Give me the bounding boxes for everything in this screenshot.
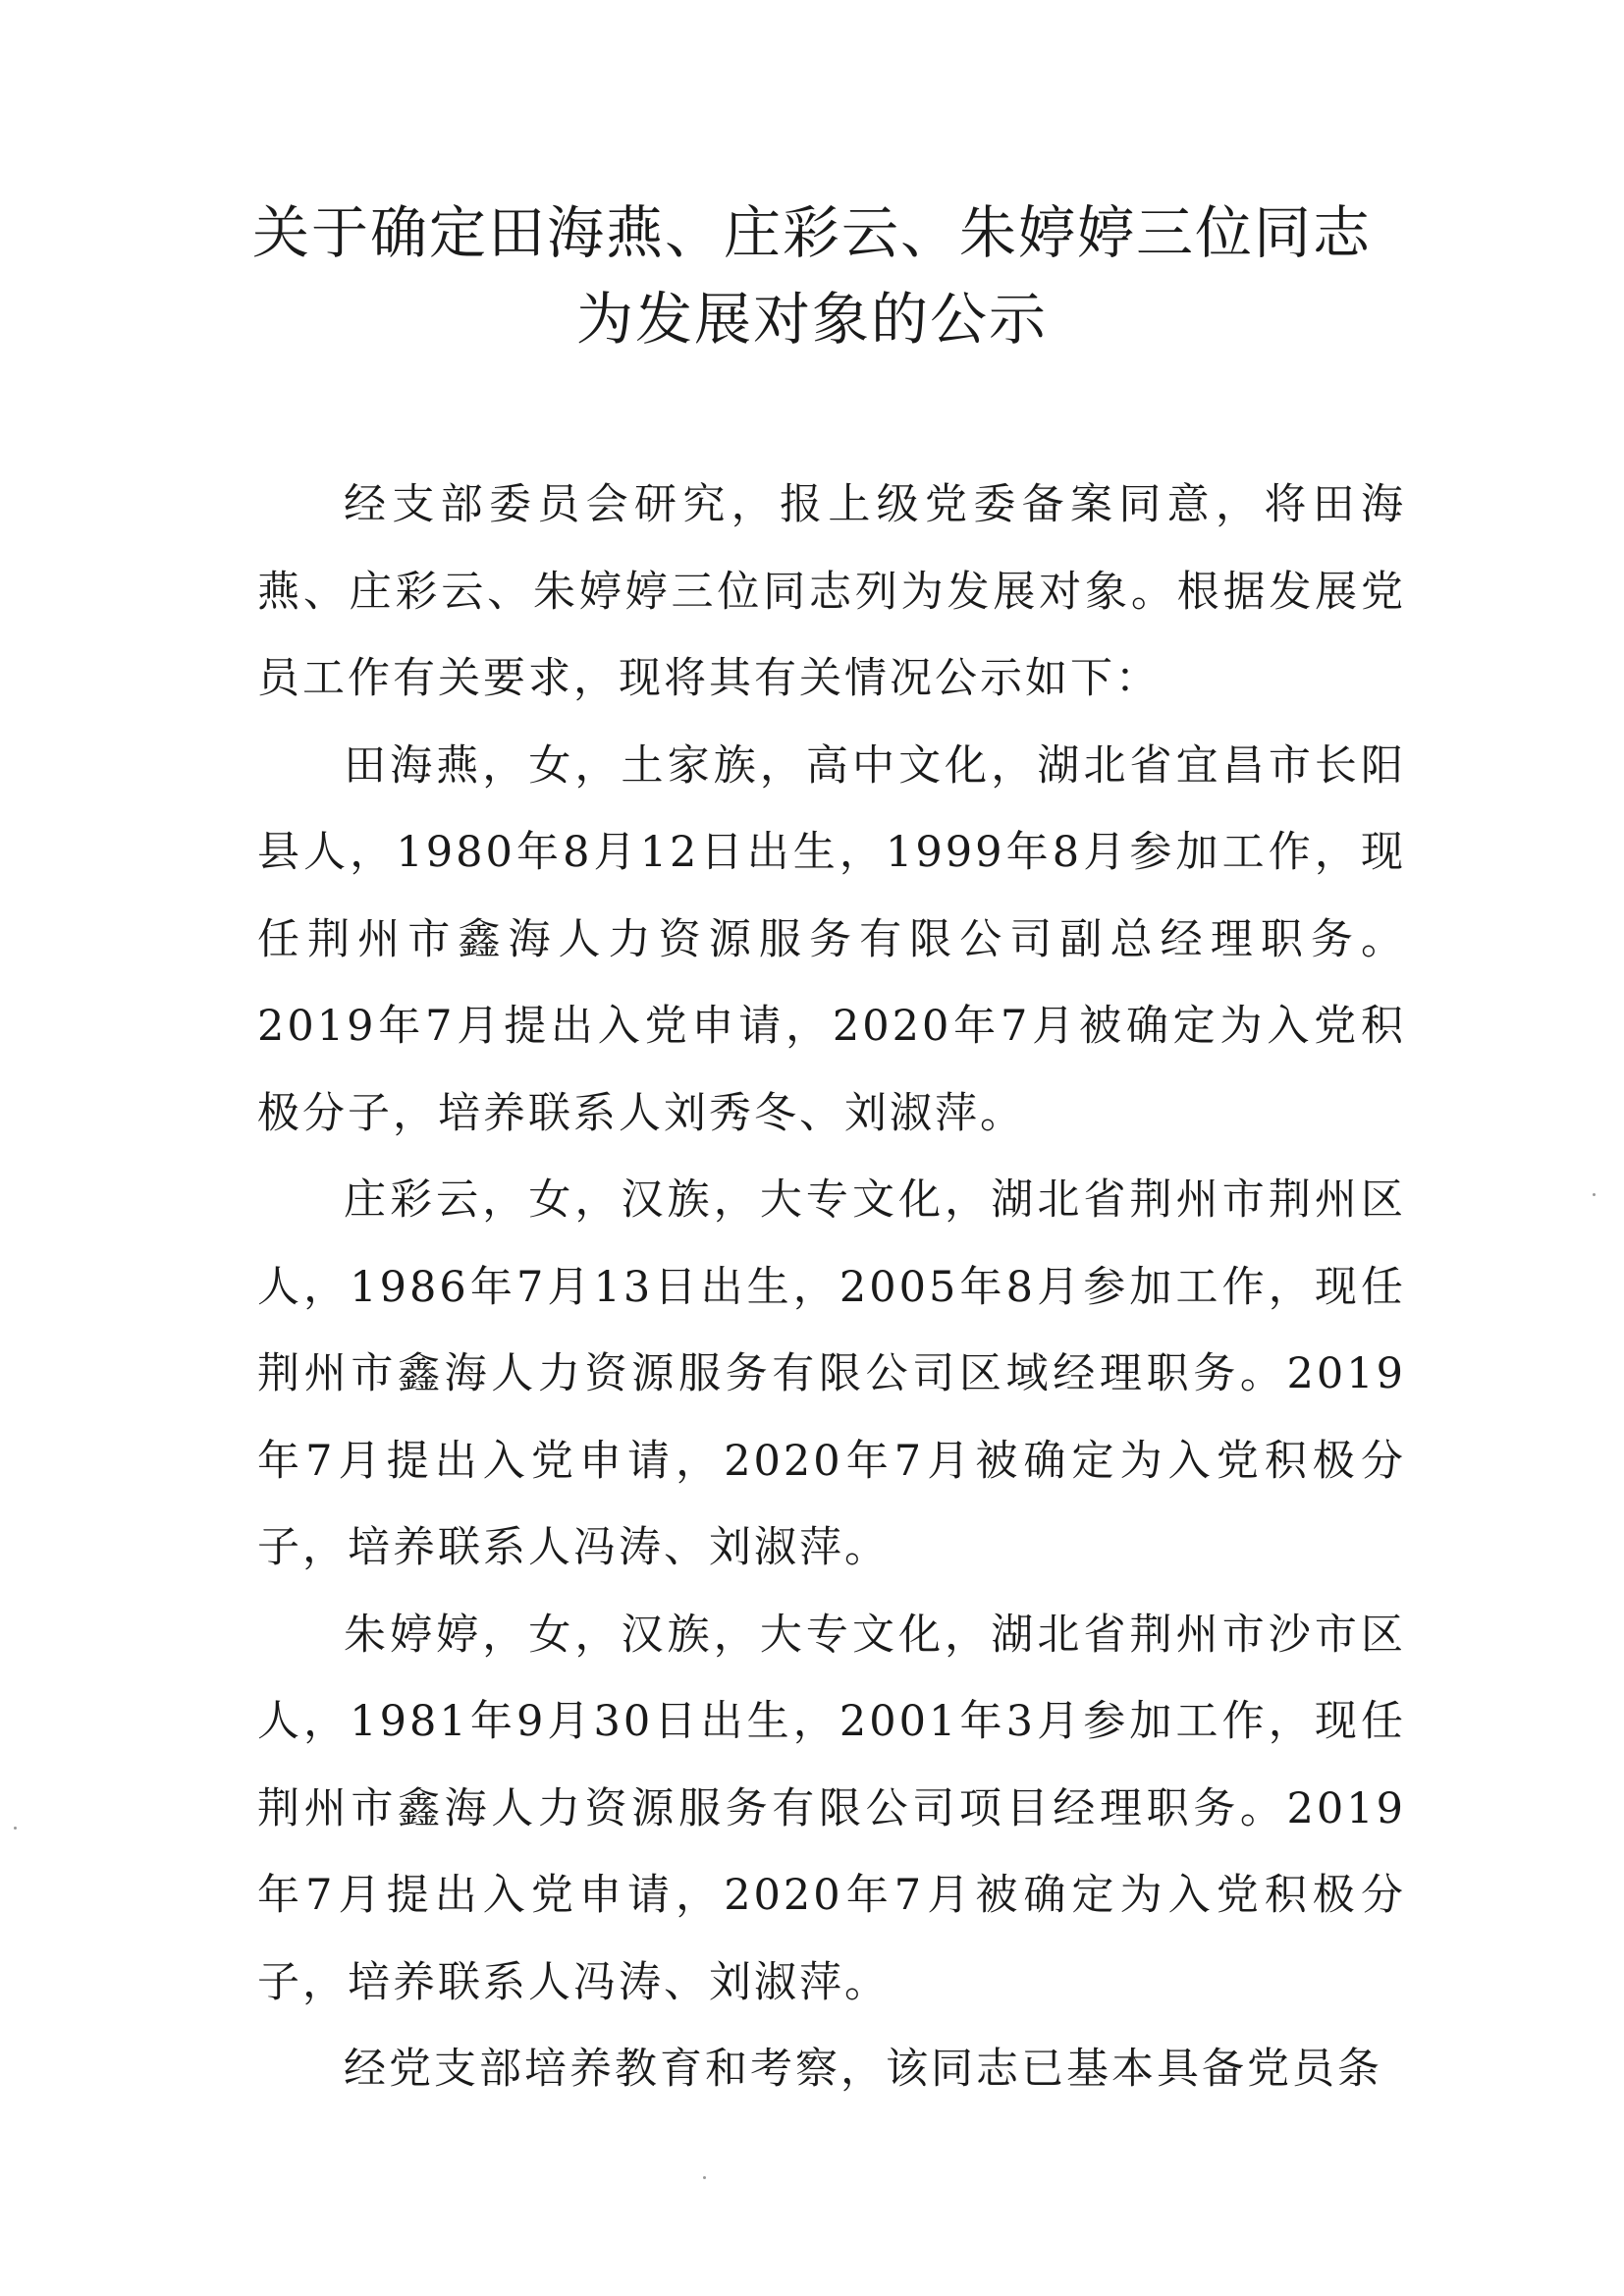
scan-speck bbox=[703, 2176, 706, 2179]
paragraph-zhuang-caiyun: 庄彩云，女，汉族，大专文化，湖北省荆州市荆州区人，1986年7月13日出生，2005年8月参加工作，现任荆州市鑫海人力资源服务有限公司区域经理职务。2019年7月提出入党申请，2020年7月被确定为入党积极分子，培养联系人冯涛、刘淑萍。 bbox=[257, 1175, 1406, 1572]
paragraph-zhu-tingting: 朱婷婷，女，汉族，大专文化，湖北省荆州市沙市区人，1981年9月30日出生，2001年3月参加工作，现任荆州市鑫海人力资源服务有限公司项目经理职务。2019年7月提出入党申请，2020年7月被确定为入党积极分子，培养联系人冯涛、刘淑萍。 bbox=[257, 1610, 1406, 2007]
scan-speck bbox=[1593, 1193, 1596, 1196]
document-body bbox=[257, 462, 1406, 2113]
paragraph-intro: 经支部委员会研究，报上级党委备案同意，将田海燕、庄彩云、朱婷婷三位同志列为发展对象。根据发展党员工作有关要求，现将其有关情况公示如下： bbox=[257, 480, 1406, 703]
paragraph-conclusion: 经党支部培养教育和考察，该同志已基本具备党员条 bbox=[344, 2045, 1382, 2094]
paragraph-tian-haiyan: 田海燕，女，土家族，高中文化，湖北省宜昌市长阳县人，1980年8月12日出生，1999年8月参加工作，现任荆州市鑫海人力资源服务有限公司副总经理职务。2019年7月提出入党申请，2020年7月被确定为入党积极分子，培养联系人刘秀冬、刘淑萍。 bbox=[257, 740, 1406, 1138]
scan-speck bbox=[14, 1827, 17, 1830]
document-title-line-1: 关于确定田海燕、庄彩云、朱婷婷三位同志 bbox=[251, 199, 1372, 266]
document-title-line-2: 为发展对象的公示 bbox=[575, 286, 1048, 353]
